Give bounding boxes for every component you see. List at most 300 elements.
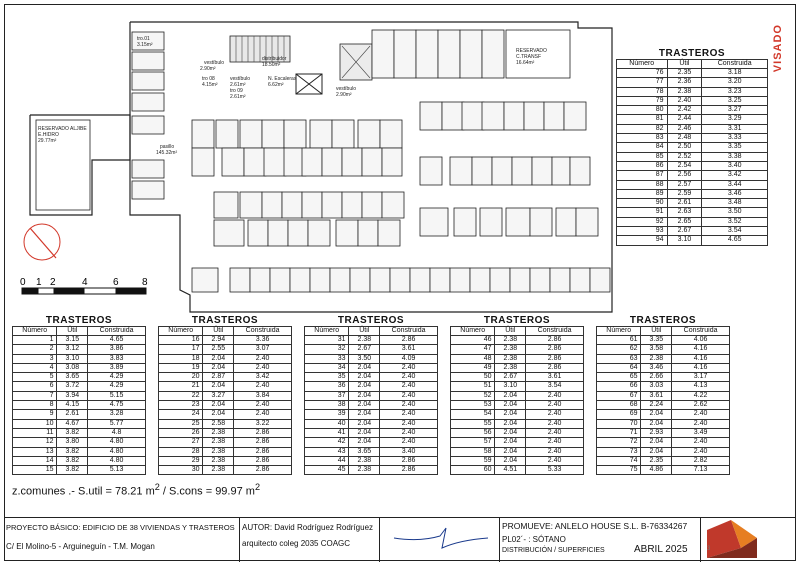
table-cell: 2.40 xyxy=(526,438,584,447)
table-cell: 54 xyxy=(451,410,495,419)
table-cell: 2.40 xyxy=(526,391,584,400)
table-cell: 2.54 xyxy=(667,161,702,170)
table-cell: 2.86 xyxy=(234,466,292,475)
table-row xyxy=(617,87,768,96)
table-row xyxy=(451,447,584,456)
table-cell: 4.06 xyxy=(672,336,730,345)
room-label: C.TRANSF xyxy=(516,54,541,60)
project-cell xyxy=(4,518,240,562)
plan-type: DISTRIBUCIÓN / SUPERFICIES xyxy=(502,547,605,554)
table-cell: 3.23 xyxy=(702,87,768,96)
table-cell: 3.46 xyxy=(702,189,768,198)
table-cell: 2.57 xyxy=(667,180,702,189)
column-header: Útil xyxy=(667,60,702,69)
table-cell: 2.04 xyxy=(641,419,672,428)
table-cell: 2.58 xyxy=(203,419,234,428)
table-cell: 3.15 xyxy=(57,336,88,345)
table-cell: 2.04 xyxy=(495,410,526,419)
table-cell: 90 xyxy=(617,199,668,208)
table-cell: 2.56 xyxy=(667,171,702,180)
table-cell: 83 xyxy=(617,134,668,143)
table-cell: 2.59 xyxy=(667,189,702,198)
table-row xyxy=(159,373,292,382)
table-row xyxy=(305,456,438,465)
table-cell: 3.50 xyxy=(349,354,380,363)
table-cell: 4.80 xyxy=(88,447,146,456)
table-cell: 45 xyxy=(305,466,349,475)
table-cell: 79 xyxy=(617,96,668,105)
table-cell: 60 xyxy=(451,466,495,475)
table-cell: 2.94 xyxy=(203,336,234,345)
table-row xyxy=(305,466,438,475)
table-cell: 30 xyxy=(159,466,203,475)
room-tro05 xyxy=(132,116,164,134)
table-cell: 2.38 xyxy=(349,456,380,465)
table-cell: 3.86 xyxy=(88,345,146,354)
table-cell: 2.40 xyxy=(380,438,438,447)
table-cell: 35 xyxy=(305,373,349,382)
table-cell: 38 xyxy=(305,401,349,410)
table-cell: 2.40 xyxy=(667,96,702,105)
table-cell: 2.40 xyxy=(380,373,438,382)
table-cell: 2.04 xyxy=(349,382,380,391)
table-cell: 63 xyxy=(597,354,641,363)
table-cell: 56 xyxy=(451,428,495,437)
table-cell: 2.86 xyxy=(234,428,292,437)
table-row xyxy=(13,456,146,465)
table-title: TRASTEROS xyxy=(629,315,697,326)
table-row xyxy=(13,373,146,382)
table-cell: 3.17 xyxy=(672,373,730,382)
column-header: Útil xyxy=(495,327,526,336)
table-cell: 2.38 xyxy=(495,345,526,354)
table-cell: 58 xyxy=(451,447,495,456)
table-cell: 7 xyxy=(13,391,57,400)
table-row xyxy=(13,382,146,391)
room-tro04 xyxy=(132,93,164,111)
table-cell: 59 xyxy=(451,456,495,465)
table-cell: 55 xyxy=(451,419,495,428)
table-row xyxy=(159,336,292,345)
room-label: distribuidor xyxy=(262,56,287,62)
table-cell: 2.62 xyxy=(672,401,730,410)
table-cell: 2.40 xyxy=(526,419,584,428)
room-area: 2.90m² xyxy=(336,92,352,98)
table-cell: 2 xyxy=(13,345,57,354)
column-header: Construida xyxy=(702,60,768,69)
table-row xyxy=(451,354,584,363)
table-cell: 73 xyxy=(597,447,641,456)
table-cell: 3.46 xyxy=(641,363,672,372)
table-cell: 76 xyxy=(617,69,668,78)
table-cell: 13 xyxy=(13,447,57,456)
column-header: Número xyxy=(159,327,203,336)
column-header: Número xyxy=(617,60,668,69)
table-cell: 2.38 xyxy=(641,354,672,363)
column-header: Número xyxy=(13,327,57,336)
table-row xyxy=(597,373,730,382)
table-cell: 2.38 xyxy=(495,336,526,345)
table-cell: 87 xyxy=(617,171,668,180)
table-cell: 2.04 xyxy=(349,363,380,372)
table-cell: 4.51 xyxy=(495,466,526,475)
title-block xyxy=(4,517,796,562)
table-cell: 5 xyxy=(13,373,57,382)
scale-tick: 4 xyxy=(82,277,88,288)
table-cell: 32 xyxy=(305,345,349,354)
table-cell: 2.86 xyxy=(234,447,292,456)
table-cell: 2.38 xyxy=(203,428,234,437)
table-row xyxy=(451,336,584,345)
table-cell: 65 xyxy=(597,373,641,382)
room-tro03 xyxy=(132,72,164,90)
table-cell: 5.77 xyxy=(88,419,146,428)
table-row xyxy=(451,438,584,447)
table-row xyxy=(451,466,584,475)
scale-bar xyxy=(22,288,146,294)
table-cell: 2.66 xyxy=(641,373,672,382)
table-cell: 2.40 xyxy=(672,410,730,419)
table-cell: 2.40 xyxy=(526,456,584,465)
table-cell: 2.50 xyxy=(667,143,702,152)
table-cell: 88 xyxy=(617,180,668,189)
table-cell: 2.48 xyxy=(667,134,702,143)
table-cell: 3.22 xyxy=(234,419,292,428)
table-cell: 2.04 xyxy=(641,410,672,419)
table-cell: 3.27 xyxy=(702,106,768,115)
table-cell: 2.04 xyxy=(641,438,672,447)
table-cell: 2.82 xyxy=(672,456,730,465)
table-row xyxy=(305,382,438,391)
table-row xyxy=(13,428,146,437)
table-cell: 4.29 xyxy=(88,382,146,391)
table-row xyxy=(617,106,768,115)
table-cell: 2.40 xyxy=(380,363,438,372)
room-label: vestíbulo xyxy=(204,60,225,66)
room-label: vestíbulo xyxy=(230,76,251,82)
table-cell: 2.04 xyxy=(203,363,234,372)
table-cell: 12 xyxy=(13,438,57,447)
table-cell: 41 xyxy=(305,428,349,437)
table-row xyxy=(597,447,730,456)
table-cell: 10 xyxy=(13,419,57,428)
table-row xyxy=(159,456,292,465)
table-cell: 2.86 xyxy=(526,336,584,345)
table-cell: 36 xyxy=(305,382,349,391)
table-row xyxy=(597,466,730,475)
table-cell: 4.16 xyxy=(672,363,730,372)
table-cell: 3.07 xyxy=(234,345,292,354)
table-cell: 3.35 xyxy=(702,143,768,152)
room-area: 145.32m² xyxy=(156,150,178,156)
table-row xyxy=(305,401,438,410)
table-cell: 2.40 xyxy=(234,382,292,391)
table-trasteros-16-30 xyxy=(158,316,292,475)
table-row xyxy=(305,345,438,354)
room-area: 16.64m² xyxy=(516,60,535,66)
table-cell: 11 xyxy=(13,428,57,437)
table-row xyxy=(305,428,438,437)
table-cell: 2.38 xyxy=(495,363,526,372)
table-row xyxy=(451,456,584,465)
table-cell: 27 xyxy=(159,438,203,447)
table-cell: 2.04 xyxy=(495,401,526,410)
table-cell: 84 xyxy=(617,143,668,152)
table-cell: 2.40 xyxy=(380,419,438,428)
table-cell: 4 xyxy=(13,363,57,372)
table-cell: 64 xyxy=(597,363,641,372)
table-row xyxy=(597,401,730,410)
table-cell: 4.09 xyxy=(380,354,438,363)
table-cell: 4.86 xyxy=(641,466,672,475)
table-cell: 4.16 xyxy=(672,354,730,363)
table-row xyxy=(13,345,146,354)
room-area: 6.62m² xyxy=(268,82,284,88)
room-area: 29.77m² xyxy=(38,138,57,144)
table-cell: 2.40 xyxy=(526,428,584,437)
scale-tick: 2 xyxy=(50,277,56,288)
table-cell: 4.8 xyxy=(88,428,146,437)
table-cell: 3.83 xyxy=(88,354,146,363)
table-row xyxy=(617,180,768,189)
table-cell: 17 xyxy=(159,345,203,354)
table-cell: 3.28 xyxy=(88,410,146,419)
table-cell: 44 xyxy=(305,456,349,465)
table-cell: 3.82 xyxy=(57,456,88,465)
table-cell: 2.04 xyxy=(495,391,526,400)
table-cell: 3.20 xyxy=(702,78,768,87)
table-cell: 3.18 xyxy=(702,69,768,78)
table-cell: 2.04 xyxy=(349,401,380,410)
table-cell: 3.61 xyxy=(380,345,438,354)
table-cell: 53 xyxy=(451,401,495,410)
room-label: pasillo xyxy=(160,144,175,150)
table-title: TRASTEROS xyxy=(483,315,551,326)
signature-cell xyxy=(380,518,500,562)
table-cell: 2.04 xyxy=(495,447,526,456)
table-row xyxy=(617,115,768,124)
table-row xyxy=(617,199,768,208)
table-cell: 2.04 xyxy=(349,438,380,447)
table-cell: 26 xyxy=(159,428,203,437)
table-cell: 77 xyxy=(617,78,668,87)
table-row xyxy=(597,354,730,363)
table-cell: 4.67 xyxy=(57,419,88,428)
table-cell: 3.25 xyxy=(702,96,768,105)
column-header: Construida xyxy=(88,327,146,336)
table-cell: 2.38 xyxy=(203,456,234,465)
table-cell: 93 xyxy=(617,227,668,236)
table-cell: 2.04 xyxy=(495,428,526,437)
project-address: C/ El Molino-5 - Arguineguín - T.M. Mogan xyxy=(6,542,155,551)
table-cell: 37 xyxy=(305,391,349,400)
table-cell: 2.38 xyxy=(349,466,380,475)
table-cell: 4.13 xyxy=(672,382,730,391)
table-cell: 4.65 xyxy=(702,236,768,245)
table-row xyxy=(597,438,730,447)
room-tro06 xyxy=(132,160,164,178)
table-row xyxy=(159,354,292,363)
table-cell: 57 xyxy=(451,438,495,447)
summary-sup: 2 xyxy=(254,482,261,492)
table-cell: 3.10 xyxy=(667,236,702,245)
scale-tick: 1 xyxy=(36,277,42,288)
table-cell: 3.42 xyxy=(702,171,768,180)
table-cell: 3.03 xyxy=(641,382,672,391)
table-row xyxy=(159,447,292,456)
plan-number: PL02´- : SÓTANO xyxy=(502,535,566,544)
table-row xyxy=(13,391,146,400)
table-cell: 2.40 xyxy=(526,410,584,419)
table-cell: 43 xyxy=(305,447,349,456)
table-cell: 3.36 xyxy=(234,336,292,345)
room-label: E.HIDRO xyxy=(38,132,59,138)
room-area: 3.15m² xyxy=(137,42,153,48)
table-cell: 71 xyxy=(597,428,641,437)
table-row xyxy=(451,410,584,419)
table-cell: 3.82 xyxy=(57,428,88,437)
table-cell: 2.40 xyxy=(234,401,292,410)
table-row xyxy=(305,373,438,382)
table-cell: 22 xyxy=(159,391,203,400)
table-cell: 3.80 xyxy=(57,438,88,447)
table-cell: 4.29 xyxy=(88,373,146,382)
room-label: RESERVADO ALJIBE xyxy=(38,126,87,132)
table-row xyxy=(305,447,438,456)
table-cell: 80 xyxy=(617,106,668,115)
table-row xyxy=(597,382,730,391)
table-cell: 2.40 xyxy=(234,410,292,419)
table-cell: 2.35 xyxy=(641,456,672,465)
table-cell: 16 xyxy=(159,336,203,345)
table-row xyxy=(13,419,146,428)
table-cell: 39 xyxy=(305,410,349,419)
table-cell: 47 xyxy=(451,345,495,354)
table-cell: 3.58 xyxy=(641,345,672,354)
table-row xyxy=(451,345,584,354)
table-cell: 72 xyxy=(597,438,641,447)
table-cell: 2.40 xyxy=(380,401,438,410)
table-cell: 2.87 xyxy=(203,373,234,382)
room-tro02 xyxy=(132,52,164,70)
room-area: 4.15m² xyxy=(202,82,218,88)
table-cell: 66 xyxy=(597,382,641,391)
table-cell: 3.54 xyxy=(702,227,768,236)
table-cell: 2.86 xyxy=(380,466,438,475)
promoter: PROMUEVE: ANLELO HOUSE S.L. B-76334267 xyxy=(502,521,688,531)
table-row xyxy=(13,447,146,456)
table-row xyxy=(305,391,438,400)
table-row xyxy=(617,217,768,226)
table-row xyxy=(617,171,768,180)
table-cell: 2.67 xyxy=(495,373,526,382)
summary-util: z.comunes .- S.util = 78.21 m xyxy=(12,485,155,498)
table-cell: 7.13 xyxy=(672,466,730,475)
table-cell: 2.44 xyxy=(667,115,702,124)
table-row xyxy=(305,363,438,372)
table-cell: 2.61 xyxy=(667,199,702,208)
table-row xyxy=(159,438,292,447)
table-row xyxy=(617,161,768,170)
table-row xyxy=(159,345,292,354)
table-cell: 3.40 xyxy=(702,161,768,170)
table-cell: 5.33 xyxy=(526,466,584,475)
table-cell: 52 xyxy=(451,391,495,400)
table-cell: 2.38 xyxy=(349,336,380,345)
table-row xyxy=(13,354,146,363)
table-cell: 2.04 xyxy=(203,410,234,419)
table-row xyxy=(597,336,730,345)
table-cell: 3 xyxy=(13,354,57,363)
table-cell: 23 xyxy=(159,401,203,410)
table-cell: 18 xyxy=(159,354,203,363)
table-title: TRASTEROS xyxy=(45,315,113,326)
table-cell: 2.04 xyxy=(641,447,672,456)
column-header: Útil xyxy=(349,327,380,336)
table-cell: 2.38 xyxy=(203,447,234,456)
table-cell: 2.40 xyxy=(380,382,438,391)
room-tro07 xyxy=(132,181,164,199)
table-cell: 3.27 xyxy=(203,391,234,400)
table-trasteros-61-75 xyxy=(596,316,730,475)
table-row xyxy=(159,419,292,428)
table-cell: 3.40 xyxy=(380,447,438,456)
table-cell: 34 xyxy=(305,363,349,372)
table-row xyxy=(617,69,768,78)
column-header: Construida xyxy=(526,327,584,336)
table-cell: 2.86 xyxy=(234,456,292,465)
table-cell: 75 xyxy=(597,466,641,475)
table-cell: 2.86 xyxy=(526,345,584,354)
table-cell: 2.04 xyxy=(495,456,526,465)
common-area-summary xyxy=(12,482,260,498)
table-cell: 49 xyxy=(451,363,495,372)
table-cell: 5.13 xyxy=(88,466,146,475)
table-row xyxy=(597,419,730,428)
table-cell: 2.61 xyxy=(57,410,88,419)
table-cell: 2.55 xyxy=(203,345,234,354)
table-row xyxy=(597,363,730,372)
table-cell: 46 xyxy=(451,336,495,345)
table-row xyxy=(13,401,146,410)
architect-reg: arquitecto coleg 2035 COAGC xyxy=(242,539,351,548)
room-label: vestíbulo xyxy=(336,86,357,92)
table-cell: 3.50 xyxy=(702,208,768,217)
table-row xyxy=(617,227,768,236)
table-row xyxy=(305,419,438,428)
table-cell: 2.04 xyxy=(349,391,380,400)
table-cell: 2.36 xyxy=(667,78,702,87)
table-row xyxy=(617,189,768,198)
table-cell: 78 xyxy=(617,87,668,96)
table-row xyxy=(617,208,768,217)
table-cell: 2.63 xyxy=(667,208,702,217)
table-cell: 3.29 xyxy=(702,115,768,124)
table-cell: 2.40 xyxy=(672,447,730,456)
table-cell: 68 xyxy=(597,401,641,410)
table-cell: 3.38 xyxy=(702,152,768,161)
table-cell: 4.65 xyxy=(88,336,146,345)
table-cell: 3.82 xyxy=(57,447,88,456)
table-row xyxy=(597,391,730,400)
table-row xyxy=(451,363,584,372)
table-row xyxy=(617,134,768,143)
table-cell: 92 xyxy=(617,217,668,226)
signature-icon xyxy=(380,518,498,558)
table-cell: 2.04 xyxy=(203,382,234,391)
plan-date: ABRIL 2025 xyxy=(634,544,688,555)
table-cell: 70 xyxy=(597,419,641,428)
